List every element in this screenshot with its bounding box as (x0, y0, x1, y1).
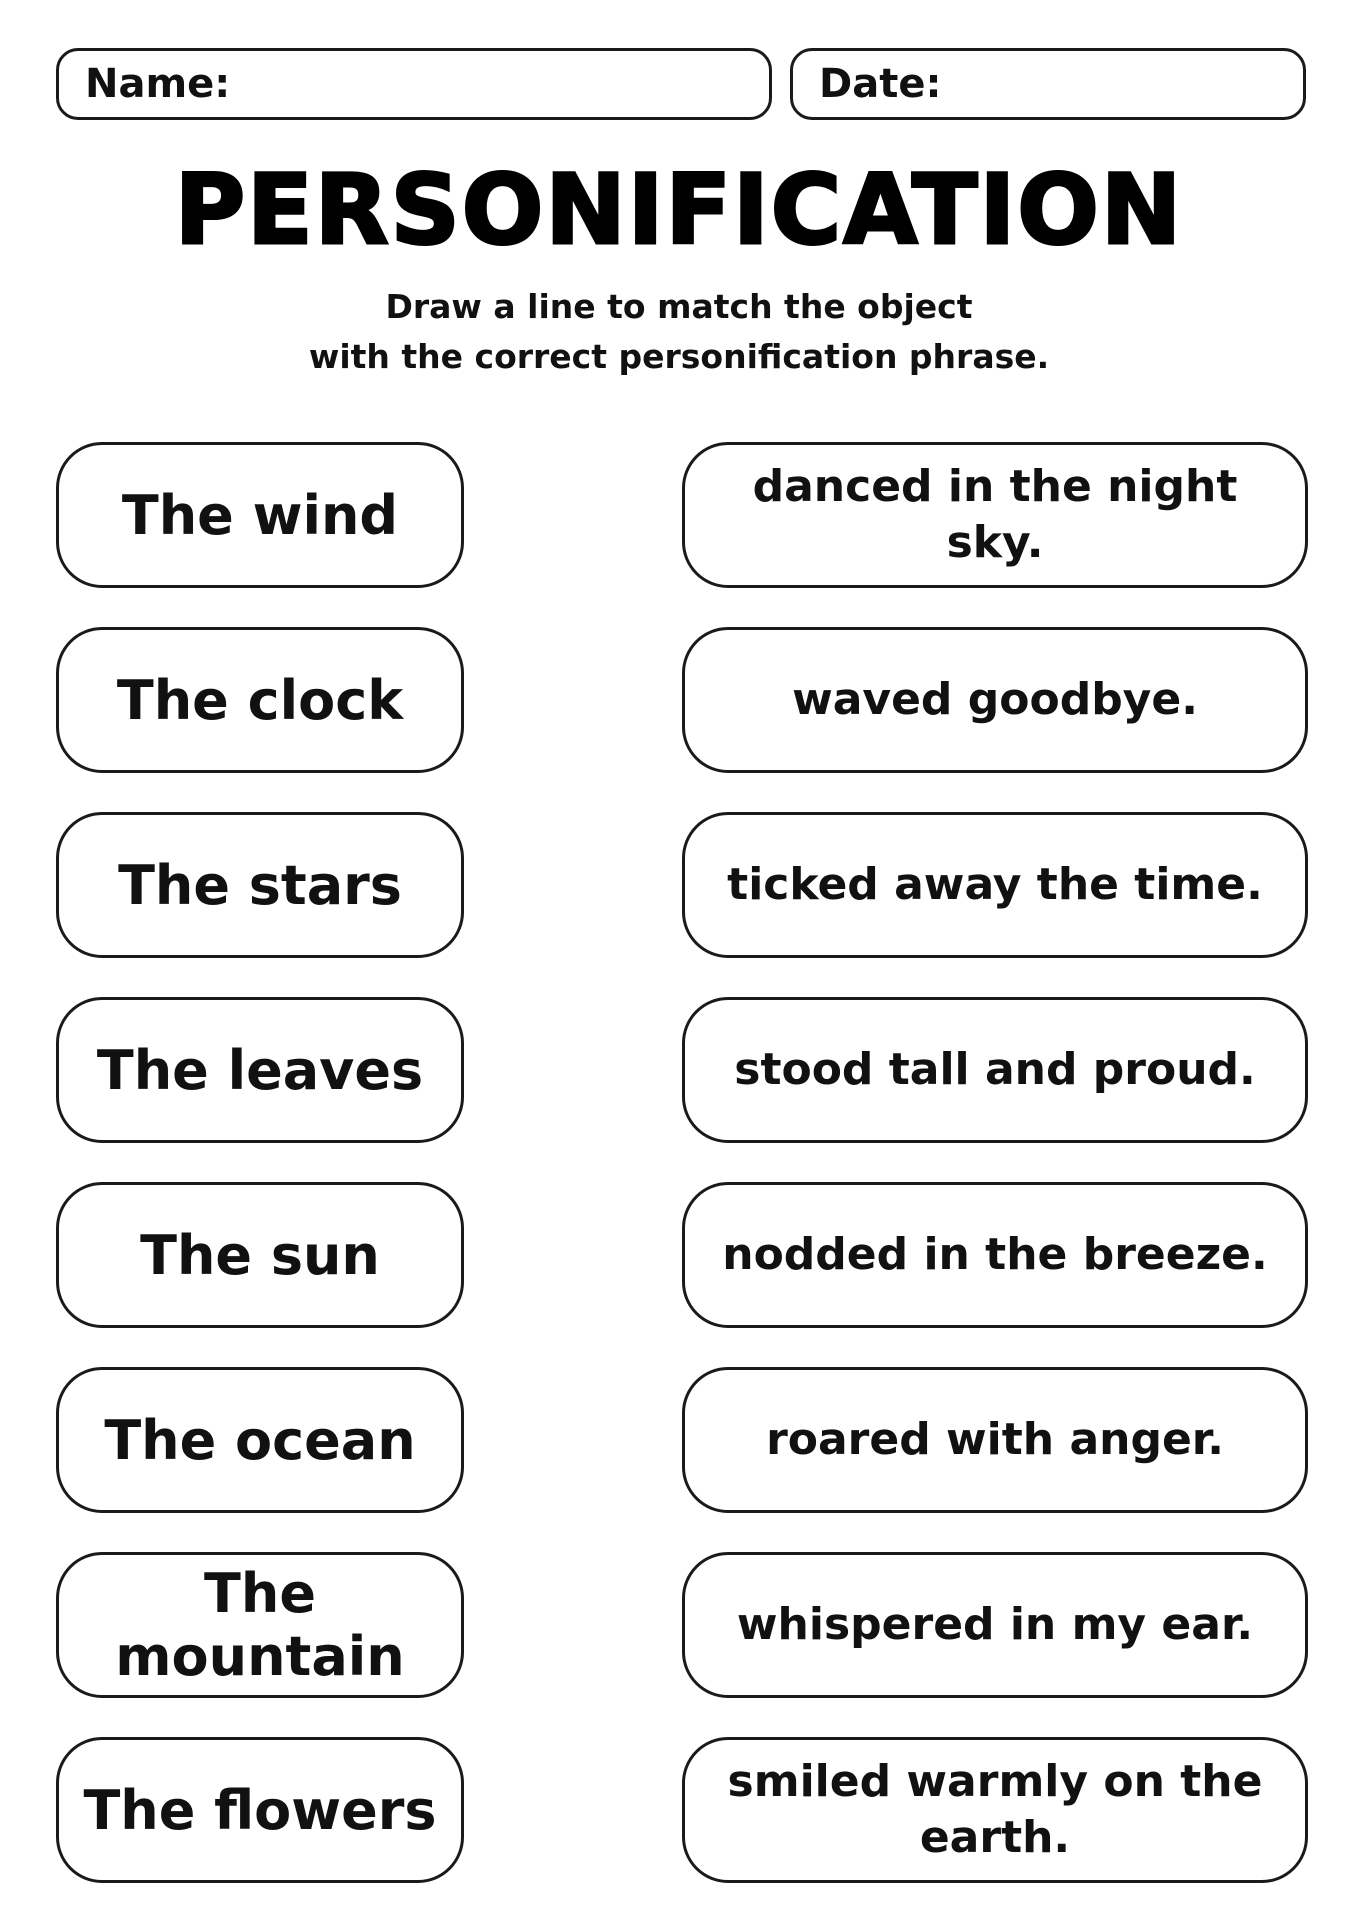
object-card-stars[interactable] (56, 812, 464, 958)
object-card-ocean[interactable] (56, 1367, 464, 1513)
phrase-card-stood[interactable] (682, 997, 1308, 1143)
phrase-label: waved goodbye. (792, 674, 1198, 725)
object-label: The clock (116, 668, 404, 732)
date-field[interactable] (790, 48, 1306, 120)
phrase-label: nodded in the breeze. (722, 1229, 1268, 1280)
instructions-line-2: with the correct personification phrase. (308, 337, 1050, 376)
phrase-label: stood tall and proud. (734, 1044, 1256, 1095)
object-label: The wind (121, 483, 399, 547)
object-card-clock[interactable] (56, 627, 464, 773)
phrase-label: danced in the night sky. (752, 461, 1238, 568)
phrase-card-smiled[interactable] (682, 1737, 1308, 1883)
phrase-card-waved[interactable] (682, 627, 1308, 773)
object-label: The sun (140, 1223, 380, 1287)
name-label: Name: (85, 61, 231, 107)
phrase-card-ticked[interactable] (682, 812, 1308, 958)
instructions-line-1: Draw a line to match the object (385, 287, 973, 326)
object-card-leaves[interactable] (56, 997, 464, 1143)
object-card-mountain[interactable] (56, 1552, 464, 1698)
phrase-label: whispered in my ear. (736, 1599, 1254, 1650)
worksheet-title: PERSONIFICATION (174, 154, 1184, 266)
phrase-card-roared[interactable] (682, 1367, 1308, 1513)
phrase-label: ticked away the time. (727, 859, 1263, 910)
object-label: The leaves (96, 1038, 424, 1102)
object-card-wind[interactable] (56, 442, 464, 588)
name-field[interactable] (56, 48, 772, 120)
object-label: The ocean (104, 1408, 416, 1472)
object-label: The stars (118, 853, 402, 917)
phrase-card-nodded[interactable] (682, 1182, 1308, 1328)
phrase-label: smiled warmly on the earth. (727, 1756, 1263, 1863)
phrase-card-whispered[interactable] (682, 1552, 1308, 1698)
object-card-sun[interactable] (56, 1182, 464, 1328)
object-label: The flowers (83, 1778, 437, 1842)
phrase-card-danced[interactable] (682, 442, 1308, 588)
object-card-flowers[interactable] (56, 1737, 464, 1883)
object-label: The mountain (115, 1562, 405, 1688)
date-label: Date: (819, 61, 942, 107)
phrase-label: roared with anger. (766, 1414, 1224, 1465)
instructions (0, 282, 1358, 382)
